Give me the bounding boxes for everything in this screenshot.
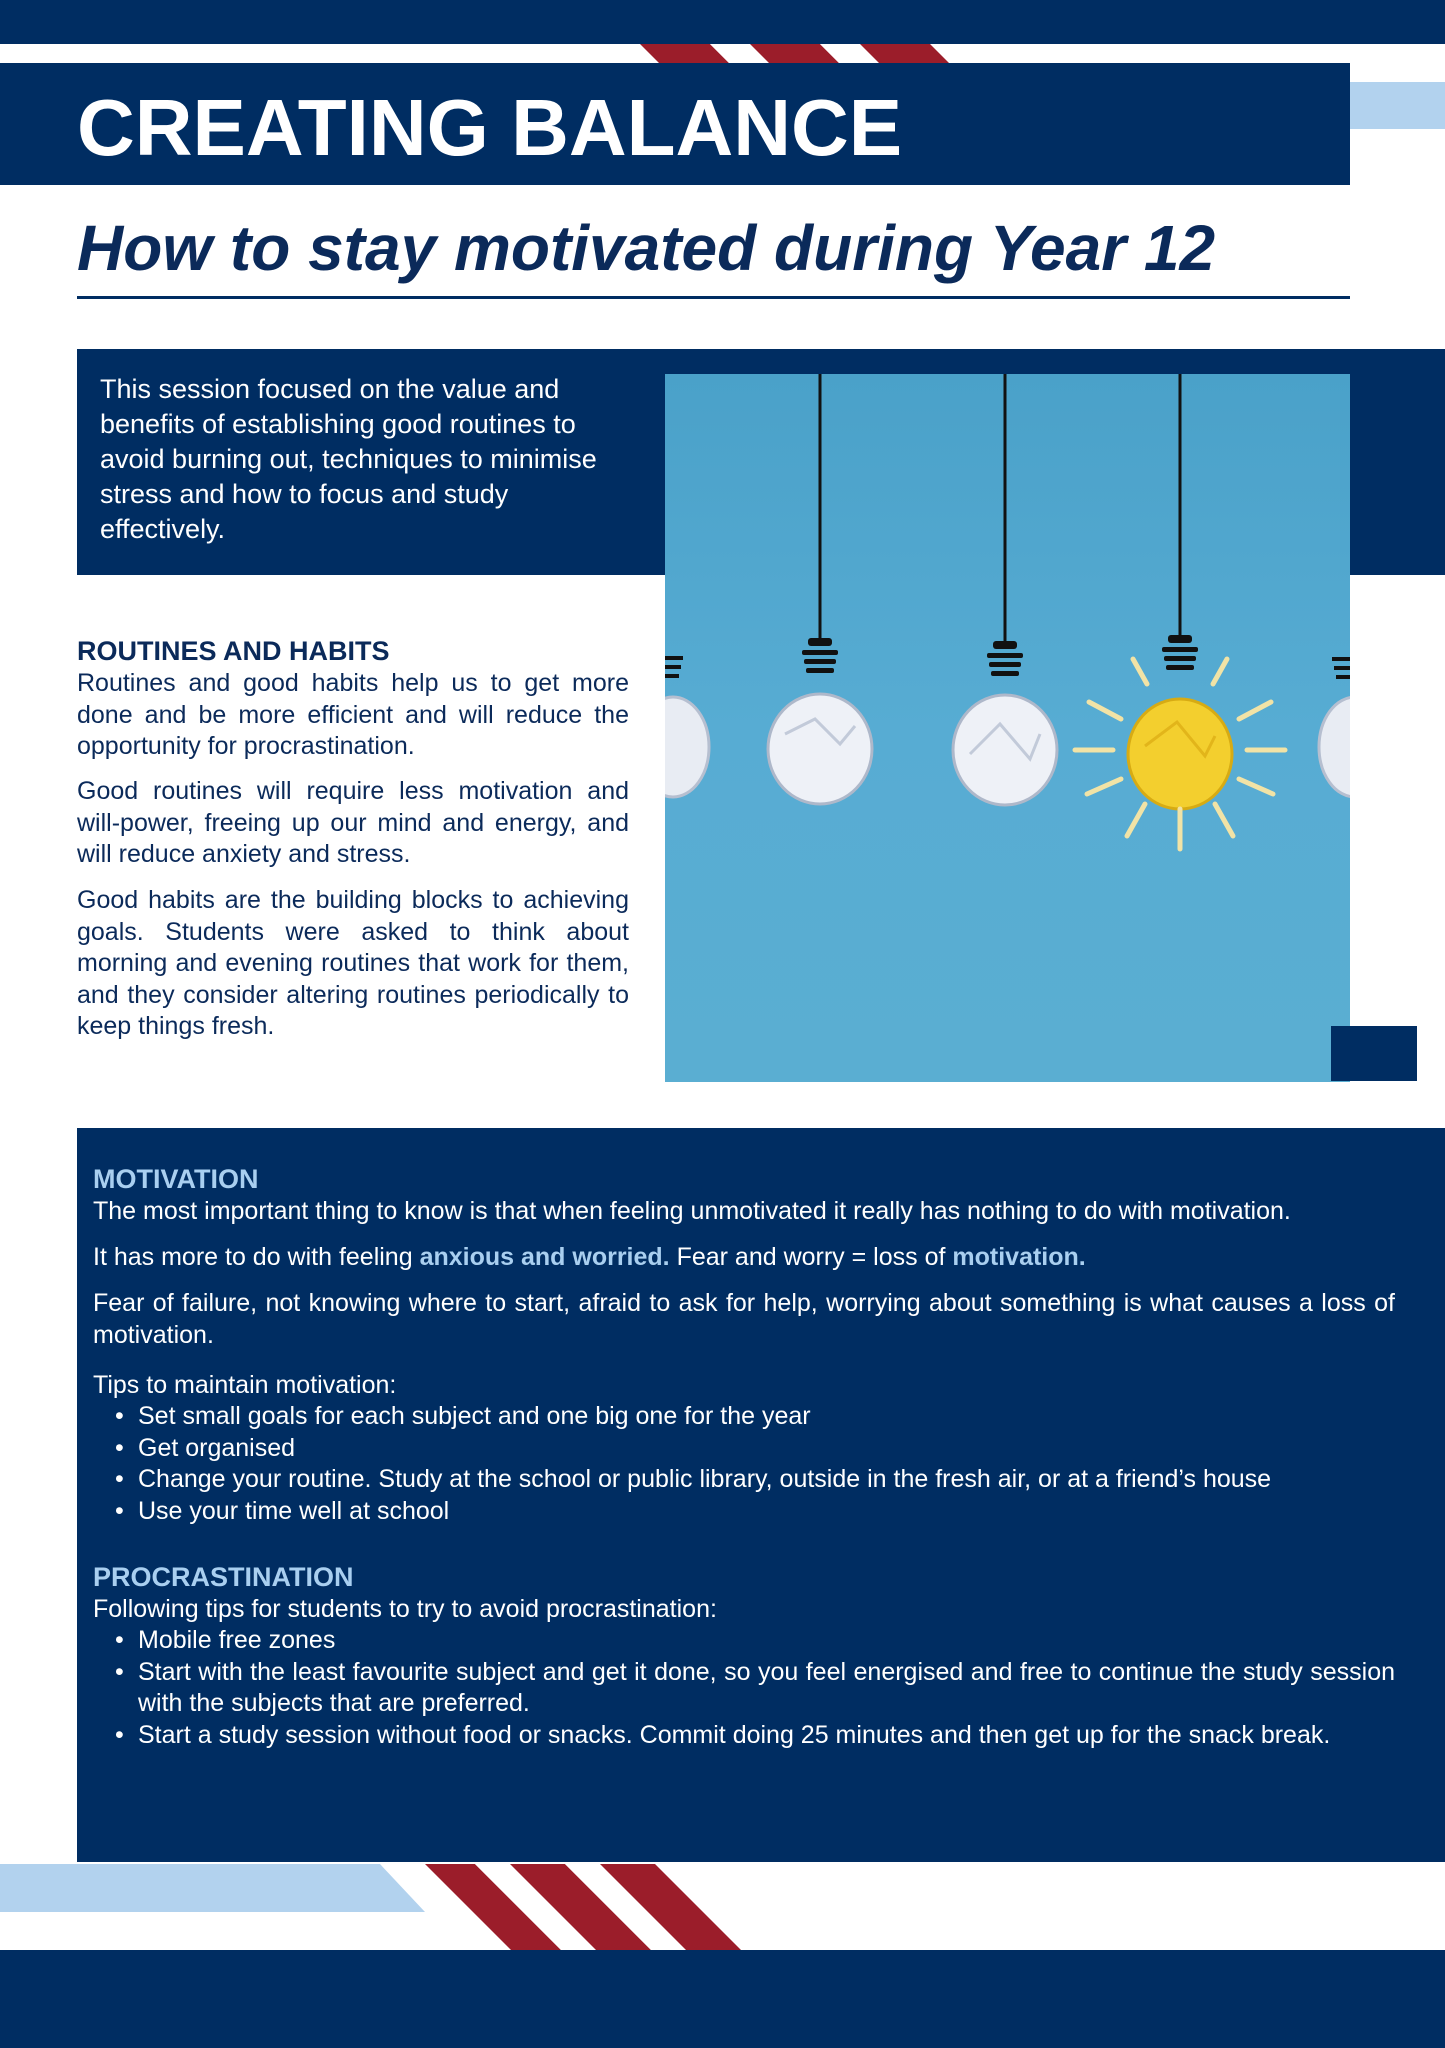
procrastination-heading: PROCRASTINATION	[93, 1562, 354, 1592]
list-item: • Start a study session without food or snacks. Commit doing 25 minutes and then get up for the snack break.	[115, 1720, 1395, 1752]
list-item: • Use your time well at school	[115, 1496, 1395, 1528]
paper-bulb-right-icon	[1319, 657, 1350, 797]
list-item: • Change your routine. Study at the school or public library, outside in the fresh air, or at a friend’s house	[115, 1464, 1395, 1496]
intro-text: This session focused on the value and benefits of establishing good routines to avoid burning out, techniques to minimise stress and how to focus and study effectively.	[100, 374, 597, 544]
bottom-bar	[0, 1950, 1445, 2048]
routines-paragraph: Good routines will require less motivation and will-power, freeing up our mind and energy, and will reduce anxiety and stress.	[77, 777, 629, 868]
paper-bulb-2-icon	[768, 374, 872, 804]
yellow-paper-bulb-icon	[1075, 374, 1285, 849]
light-blue-accent-top	[1350, 82, 1445, 129]
motivation-paragraph	[93, 1242, 1395, 1274]
lightbulb-photo	[665, 374, 1350, 1082]
procrastination-tips-list	[115, 1625, 1395, 1751]
top-bar	[0, 0, 1445, 44]
list-item: • Get organised	[115, 1433, 1395, 1465]
text-span: Fear and worry = loss of	[669, 1243, 953, 1271]
routines-heading: ROUTINES AND HABITS	[77, 636, 390, 666]
list-item: • Start with the least favourite subject and get it done, so you feel energised and free to continue the study session with the subjects that are preferred.	[115, 1657, 1395, 1720]
motivation-paragraph: Fear of failure, not knowing where to start, afraid to ask for help, worrying about something is what causes a loss of motivation.	[93, 1289, 1395, 1349]
bottom-stripes-decoration	[420, 1864, 820, 1950]
highlight-text: anxious and worried.	[419, 1243, 670, 1271]
page-subtitle: How to stay motivated during Year 12	[77, 212, 1216, 284]
highlight-text: motivation.	[952, 1243, 1086, 1271]
paper-bulb-left-icon	[665, 656, 709, 797]
routines-paragraph: Good habits are the building blocks to achieving goals. Students were asked to think about morning and evening routines that work for them, and they consider altering routines periodically to keep things fresh.	[77, 886, 629, 1040]
procrastination-intro: Following tips for students to try to avoid procrastination:	[93, 1595, 717, 1623]
list-item: • Set small goals for each subject and one big one for the year	[115, 1401, 1395, 1433]
light-blue-accent-bottom	[0, 1864, 430, 1912]
routines-paragraph: Routines and good habits help us to get more done and be more efficient and will reduce the opportunity for procrastination.	[77, 669, 629, 760]
paper-bulb-3-icon	[953, 374, 1057, 805]
motivation-heading: MOTIVATION	[93, 1164, 259, 1194]
motivation-paragraph: The most important thing to know is that when feeling unmotivated it really has nothing to do with motivation.	[93, 1197, 1291, 1225]
page-title: CREATING BALANCE	[77, 83, 903, 172]
motivation-tips-list	[115, 1401, 1395, 1527]
text-span: It has more to do with feeling	[93, 1243, 420, 1271]
tips-intro: Tips to maintain motivation:	[93, 1371, 397, 1399]
top-stripes-decoration	[640, 44, 960, 63]
subtitle-divider	[77, 296, 1350, 299]
list-item: • Mobile free zones	[115, 1625, 1395, 1657]
photo-corner-accent	[1331, 1026, 1417, 1081]
